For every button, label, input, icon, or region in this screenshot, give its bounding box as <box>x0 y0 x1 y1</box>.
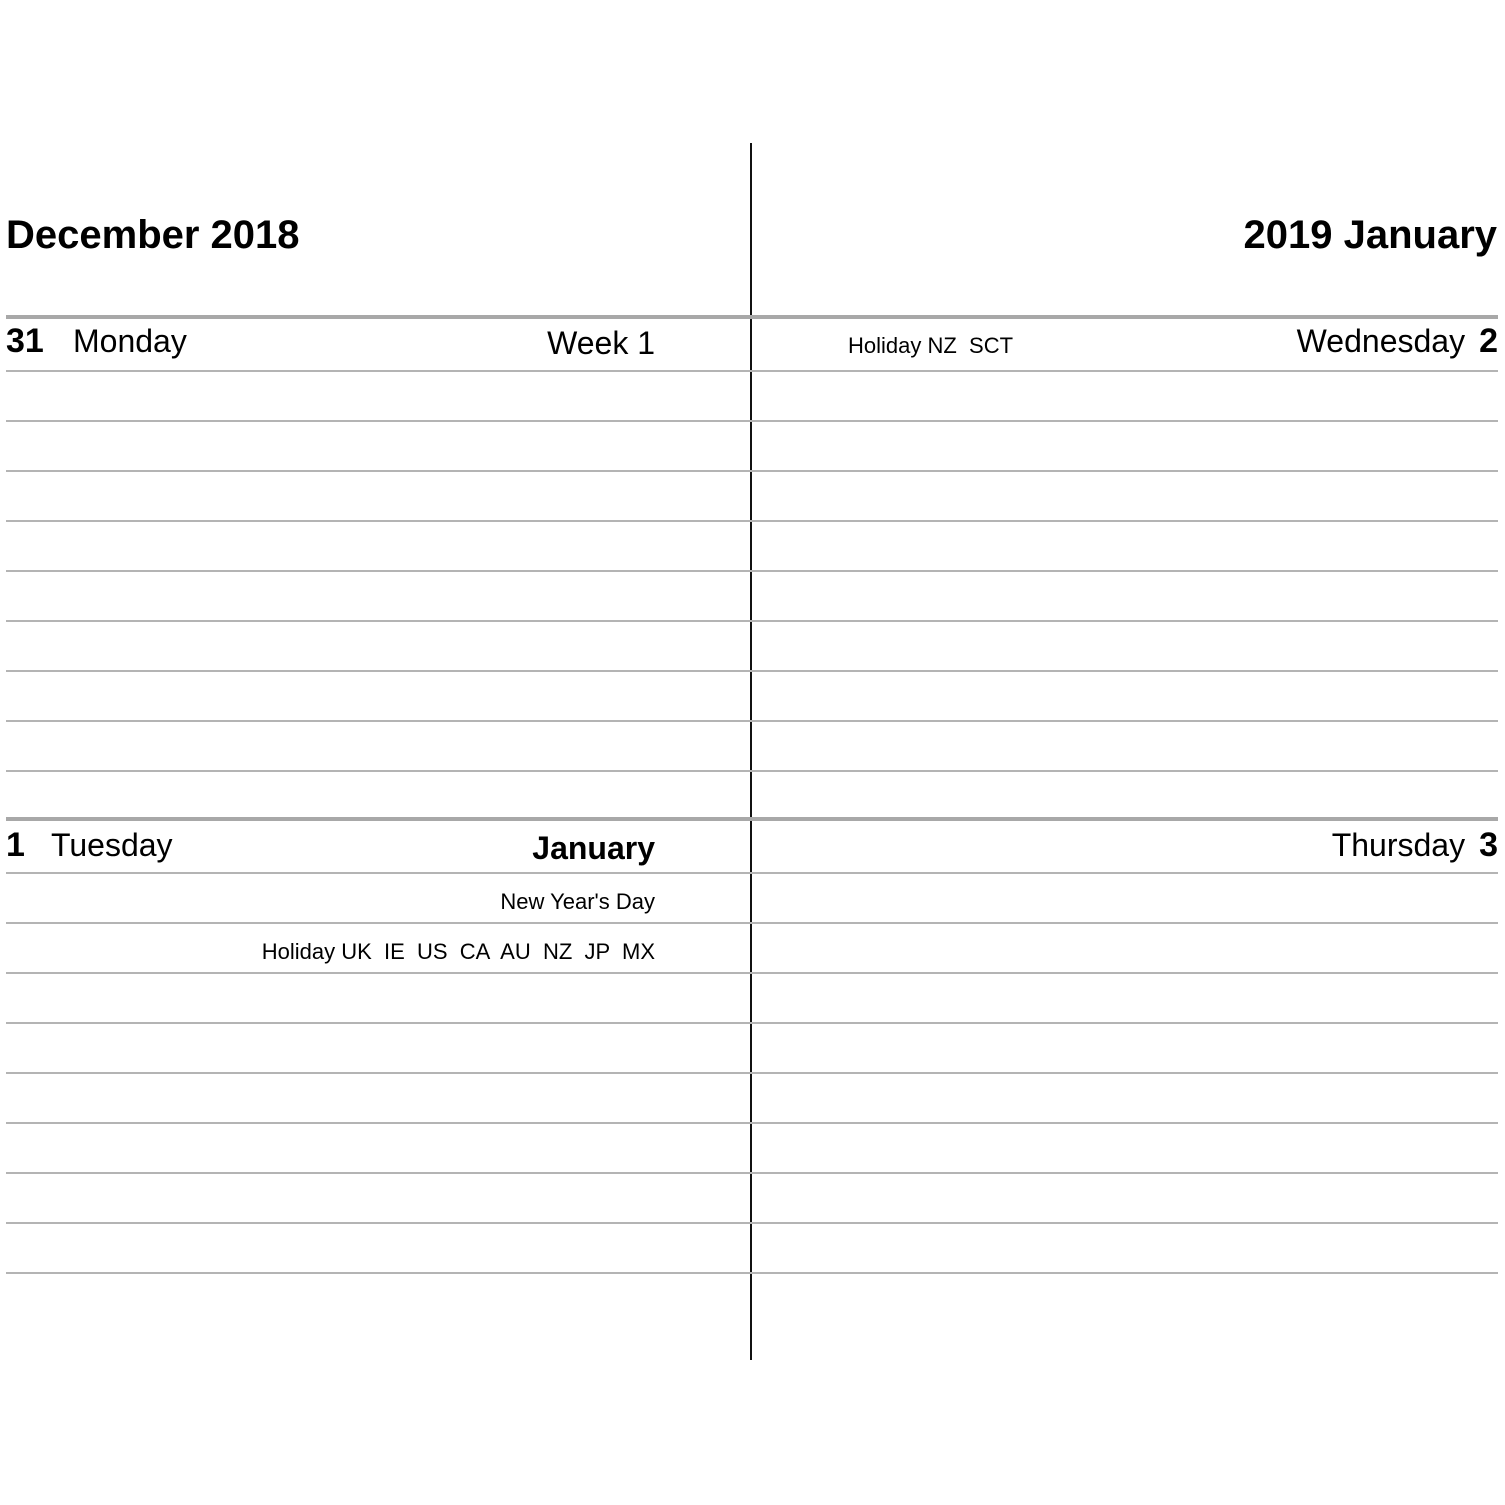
writing-line <box>752 520 1498 522</box>
writing-line <box>752 1172 1498 1174</box>
writing-line <box>6 370 752 372</box>
writing-line <box>752 620 1498 622</box>
writing-line <box>6 520 752 522</box>
day-number: 1 <box>6 826 25 864</box>
day-name: Thursday <box>1331 827 1466 863</box>
writing-line <box>752 922 1498 924</box>
day-number: 31 <box>6 322 44 360</box>
writing-line <box>6 1122 752 1124</box>
writing-line <box>752 670 1498 672</box>
right-page-title: 2019 January <box>1243 213 1497 257</box>
week-label: Week 1 <box>547 325 655 361</box>
holiday-name: New Year's Day <box>500 889 655 914</box>
writing-line <box>752 420 1498 422</box>
writing-line <box>752 1222 1498 1224</box>
section-rule <box>752 315 1498 319</box>
month-label: January <box>532 830 655 866</box>
day-header <box>1297 321 1498 368</box>
writing-line <box>752 1072 1498 1074</box>
writing-line <box>752 370 1498 372</box>
left-page-title: December 2018 <box>6 213 300 257</box>
section-rule <box>752 817 1498 821</box>
day-number: 2 <box>1479 322 1498 360</box>
writing-line <box>752 770 1498 772</box>
writing-line <box>6 720 752 722</box>
writing-line <box>6 1272 752 1274</box>
writing-line <box>6 1172 752 1174</box>
section-rule <box>6 315 752 319</box>
writing-line <box>6 670 752 672</box>
day-header <box>1332 825 1498 872</box>
writing-line <box>752 720 1498 722</box>
writing-line <box>6 972 752 974</box>
writing-line <box>6 1072 752 1074</box>
holiday-countries: Holiday UK IE US CA AU NZ JP MX <box>261 939 655 964</box>
day-number: 3 <box>1479 826 1498 864</box>
writing-line <box>752 1122 1498 1124</box>
writing-line <box>6 1022 752 1024</box>
day-name: Tuesday <box>51 827 173 863</box>
writing-line <box>6 922 752 924</box>
section-rule <box>6 817 752 821</box>
writing-line <box>6 770 752 772</box>
writing-line <box>752 1272 1498 1274</box>
day-name: Monday <box>73 323 187 359</box>
writing-line <box>6 1222 752 1224</box>
writing-line <box>752 1022 1498 1024</box>
writing-line <box>752 570 1498 572</box>
writing-line <box>752 972 1498 974</box>
writing-line <box>6 872 752 874</box>
writing-line <box>6 420 752 422</box>
writing-line <box>752 872 1498 874</box>
writing-line <box>6 620 752 622</box>
writing-line <box>6 570 752 572</box>
writing-line <box>6 470 752 472</box>
page-divider <box>750 143 752 1360</box>
holiday-countries: Holiday NZ SCT <box>848 333 1014 358</box>
day-name: Wednesday <box>1296 323 1466 359</box>
writing-line <box>752 470 1498 472</box>
